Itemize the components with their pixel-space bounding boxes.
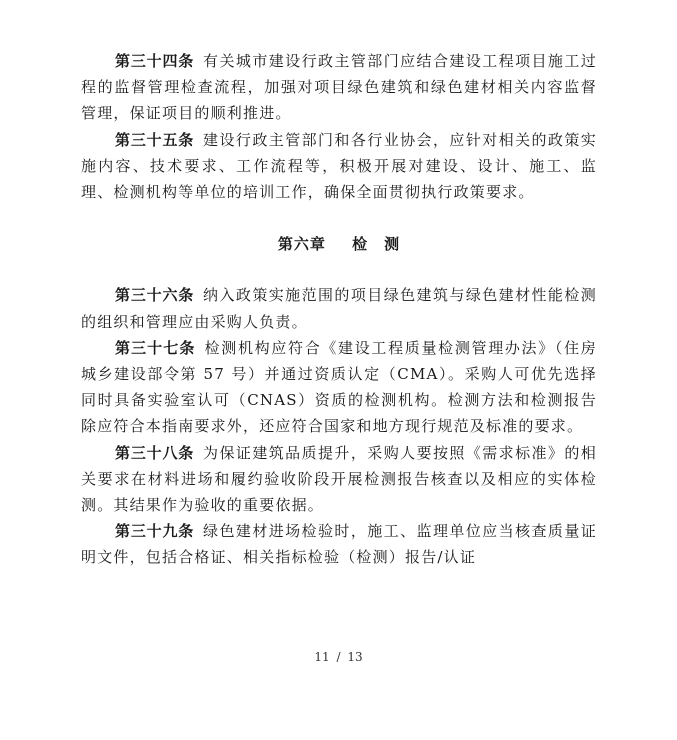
article-text: 纳入政策实施范围的项目绿色建筑与绿色建材性能检测的组织和管理应由采购人负责。 — [81, 286, 597, 331]
article-text: 有关城市建设行政主管部门应结合建设工程项目施工过程的监督管理检查流程，加强对项目绿色建筑和绿色建材相关内容监督管理，保证项目的顺利推进。 — [81, 52, 597, 123]
article-36 — [81, 282, 597, 334]
document-body — [81, 48, 597, 571]
article-number: 第三十八条 — [115, 443, 195, 462]
article-text: 建设行政主管部门和各行业协会，应针对相关的政策实施内容、技术要求、工作流程等，积极开展对建设、设计、施工、监理、检测机构等单位的培训工作，确保全面贯彻执行政策要求。 — [81, 130, 597, 202]
article-37 — [81, 335, 597, 440]
article-number: 第三十七条 — [115, 338, 196, 357]
article-34 — [81, 48, 597, 127]
page-number: 11 / 13 — [314, 650, 363, 664]
article-38 — [81, 440, 597, 519]
article-35 — [81, 127, 597, 206]
article-number: 第三十九条 — [115, 522, 195, 541]
article-text: 为保证建筑品质提升，采购人要按照《需求标准》的相关要求在材料进场和履约验收阶段开展检测报告核查以及相应的实体检测。其结果作为验收的重要依据。 — [81, 443, 597, 515]
article-number: 第三十四条 — [115, 52, 195, 70]
article-text: 检测机构应符合《建设工程质量检测管理办法》（住房城乡建设部令第 57 号）并通过资质认定（CMA）。采购人可优先选择同时具备实验室认可（CNAS）资质的检测机构。检测方法和检测报告除应符合本指南要求外，还应符合国家和地方现行规范及标准的要求。 — [81, 338, 597, 436]
chapter-heading: 第六章 检 测 — [277, 235, 401, 254]
article-number: 第三十五条 — [115, 130, 195, 149]
article-text: 绿色建材进场检验时，施工、监理单位应当核查质量证明文件，包括合格证、相关指标检验（检测）报告/认证 — [81, 522, 597, 567]
article-number: 第三十六条 — [115, 286, 195, 305]
article-39 — [81, 518, 597, 570]
